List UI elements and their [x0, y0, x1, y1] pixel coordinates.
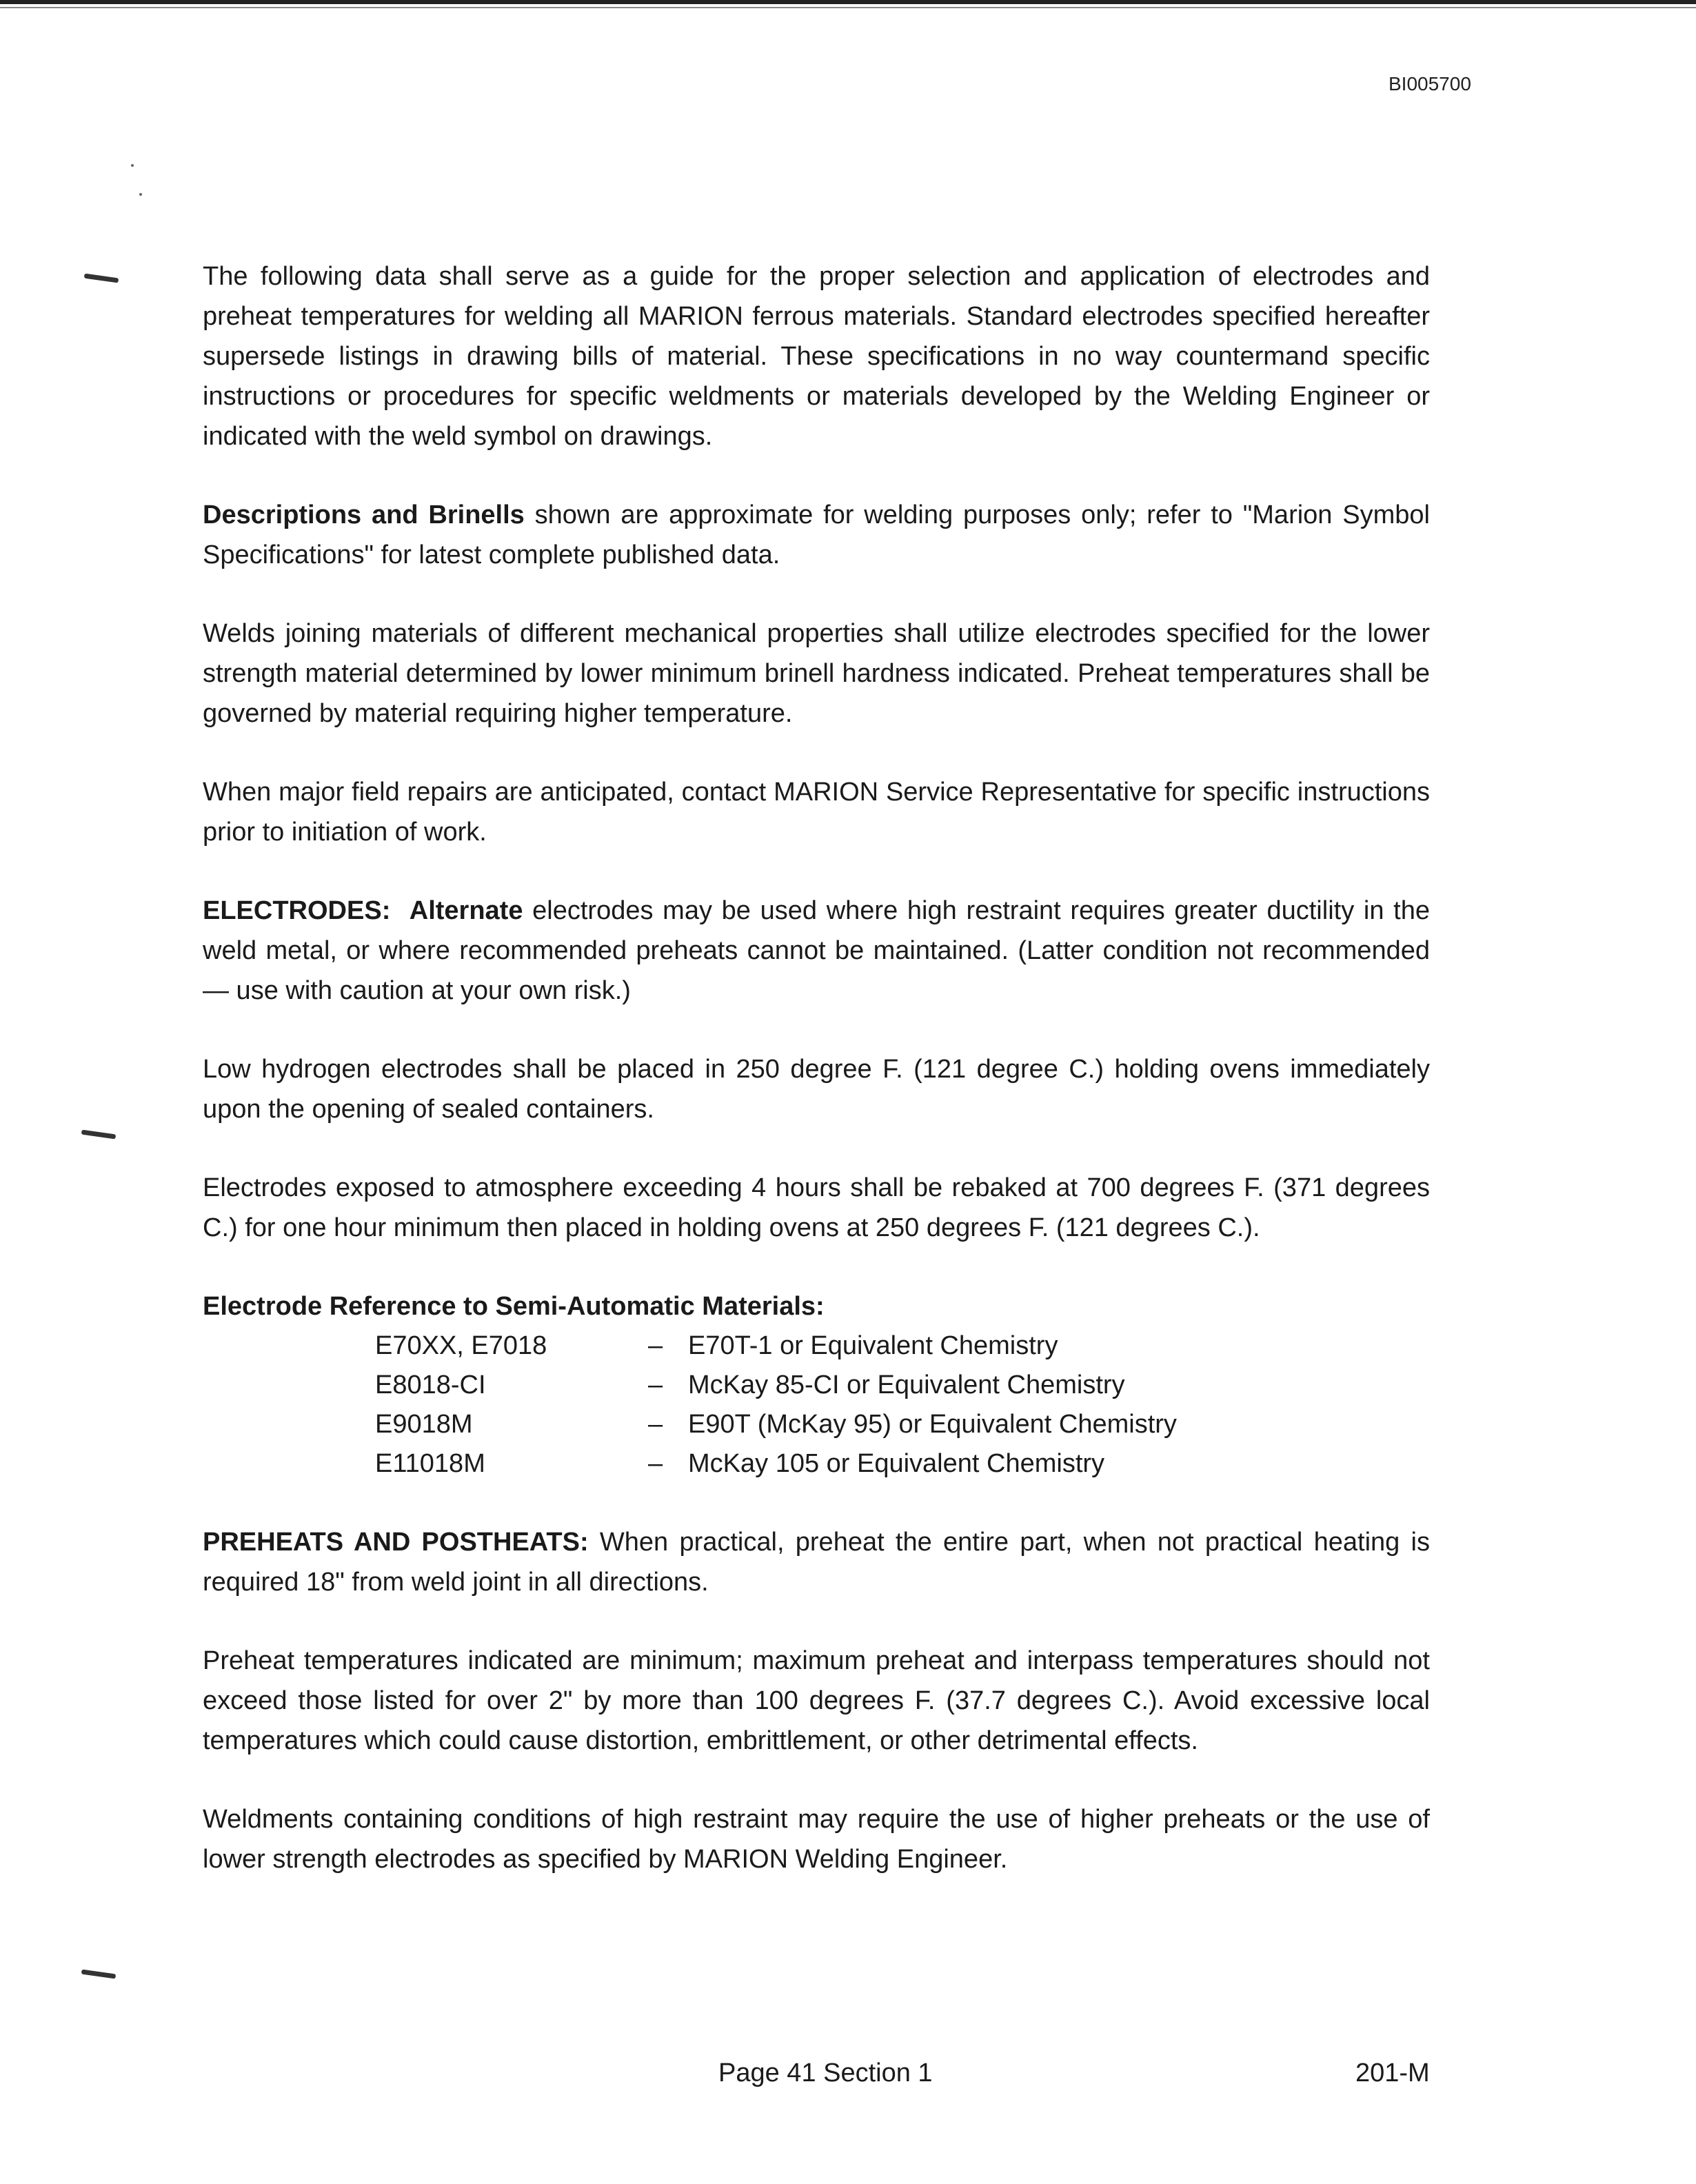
descriptions-lead: Descriptions and Brinells [203, 501, 525, 529]
reference-dash: – [648, 1410, 663, 1439]
descriptions-body: shown are approximate for welding purposes only; refer to "Marion Symbol Specifications" for latest complete published data. [203, 501, 1430, 569]
top-rule [0, 0, 1696, 4]
reference-row [203, 1405, 1430, 1444]
electrodes-body: electrodes may be used where high restraint requires greater ductility in the weld metal, or where recommended preheats cannot be maintained. (Latter condition not recommended — use with caution at your own risk.) [203, 896, 1430, 1005]
preheats-body: When practical, preheat the entire part, when not practical heating is required 18" from weld joint in all directions. [203, 1528, 1430, 1597]
reference-row [203, 1366, 1430, 1405]
footer-page-number: Page 41 Section 1 [718, 2059, 933, 2087]
reference-code: E70XX, E7018 [375, 1331, 547, 1360]
preheats-paragraph [203, 1522, 1430, 1602]
scan-speck [131, 164, 134, 167]
reference-dash: – [648, 1331, 663, 1360]
reference-dash: – [648, 1449, 663, 1478]
preheat-temps-paragraph: Preheat temperatures indicated are minimum; maximum preheat and interpass temperatures should not exceed those listed for over 2" by more than 100 degrees F. (37.7 degrees C.). Avoid excessive local temperatures which could cause distortion, embrittlement, or other detrimental effects. [203, 1646, 1430, 1755]
scan-mark [84, 274, 119, 283]
reference-code: E11018M [375, 1449, 485, 1478]
preheats-lead: PREHEATS AND POSTHEATS: [203, 1528, 589, 1557]
reference-row [203, 1444, 1430, 1484]
scan-speck [139, 193, 142, 196]
scan-mark [81, 1130, 116, 1140]
electrodes-alternate: Alternate [409, 896, 523, 925]
reference-desc: McKay 105 or Equivalent Chemistry [688, 1449, 1105, 1478]
electrode-reference-table [203, 1286, 1430, 1484]
reference-desc: E90T (McKay 95) or Equivalent Chemistry [688, 1410, 1177, 1439]
welds-joining-paragraph: Welds joining materials of different mechanical properties shall utilize electrodes specified for the lower strength material determined by lower minimum brinell hardness indicated. Preheat temperatures shall be governed by material requiring higher temperature. [203, 619, 1430, 728]
document-id: BI005700 [1389, 73, 1471, 94]
reference-heading: Electrode Reference to Semi-Automatic Materials: [203, 1292, 825, 1321]
descriptions-paragraph [203, 495, 1430, 575]
footer-document-code: 201-M [1355, 2059, 1430, 2087]
top-rule-secondary [0, 7, 1696, 8]
reference-desc: McKay 85-CI or Equivalent Chemistry [688, 1371, 1125, 1399]
electrodes-lead: ELECTRODES: [203, 896, 391, 925]
intro-paragraph: The following data shall serve as a guide for the proper selection and application of electrodes and preheat temperatures for welding all MARION ferrous materials. Standard electrodes specified hereafter supersede listings in drawing bills of material. These specifications in no way countermand specific instructions or procedures for specific weldments or materials developed by the Welding Engineer or indicated with the weld symbol on drawings. [203, 262, 1430, 451]
reference-code: E9018M [375, 1410, 473, 1439]
reference-code: E8018-CI [375, 1371, 486, 1399]
document-body [203, 256, 1430, 1918]
scan-mark [81, 1970, 116, 1979]
weldments-paragraph: Weldments containing conditions of high restraint may require the use of higher preheats or the use of lower strength electrodes as specified by MARION Welding Engineer. [203, 1805, 1430, 1874]
reference-desc: E70T-1 or Equivalent Chemistry [688, 1331, 1058, 1360]
low-hydrogen-paragraph: Low hydrogen electrodes shall be placed in 250 degree F. (121 degree C.) holding ovens immediately upon the opening of sealed containers. [203, 1055, 1430, 1124]
exposed-paragraph: Electrodes exposed to atmosphere exceeding 4 hours shall be rebaked at 700 degrees F. (371 degrees C.) for one hour minimum then placed in holding ovens at 250 degrees F. (121 degrees C.). [203, 1173, 1430, 1242]
field-repairs-paragraph: When major field repairs are anticipated, contact MARION Service Representative for specific instructions prior to initiation of work. [203, 778, 1430, 847]
electrodes-paragraph [203, 891, 1430, 1011]
reference-row [203, 1326, 1430, 1366]
reference-dash: – [648, 1371, 663, 1399]
